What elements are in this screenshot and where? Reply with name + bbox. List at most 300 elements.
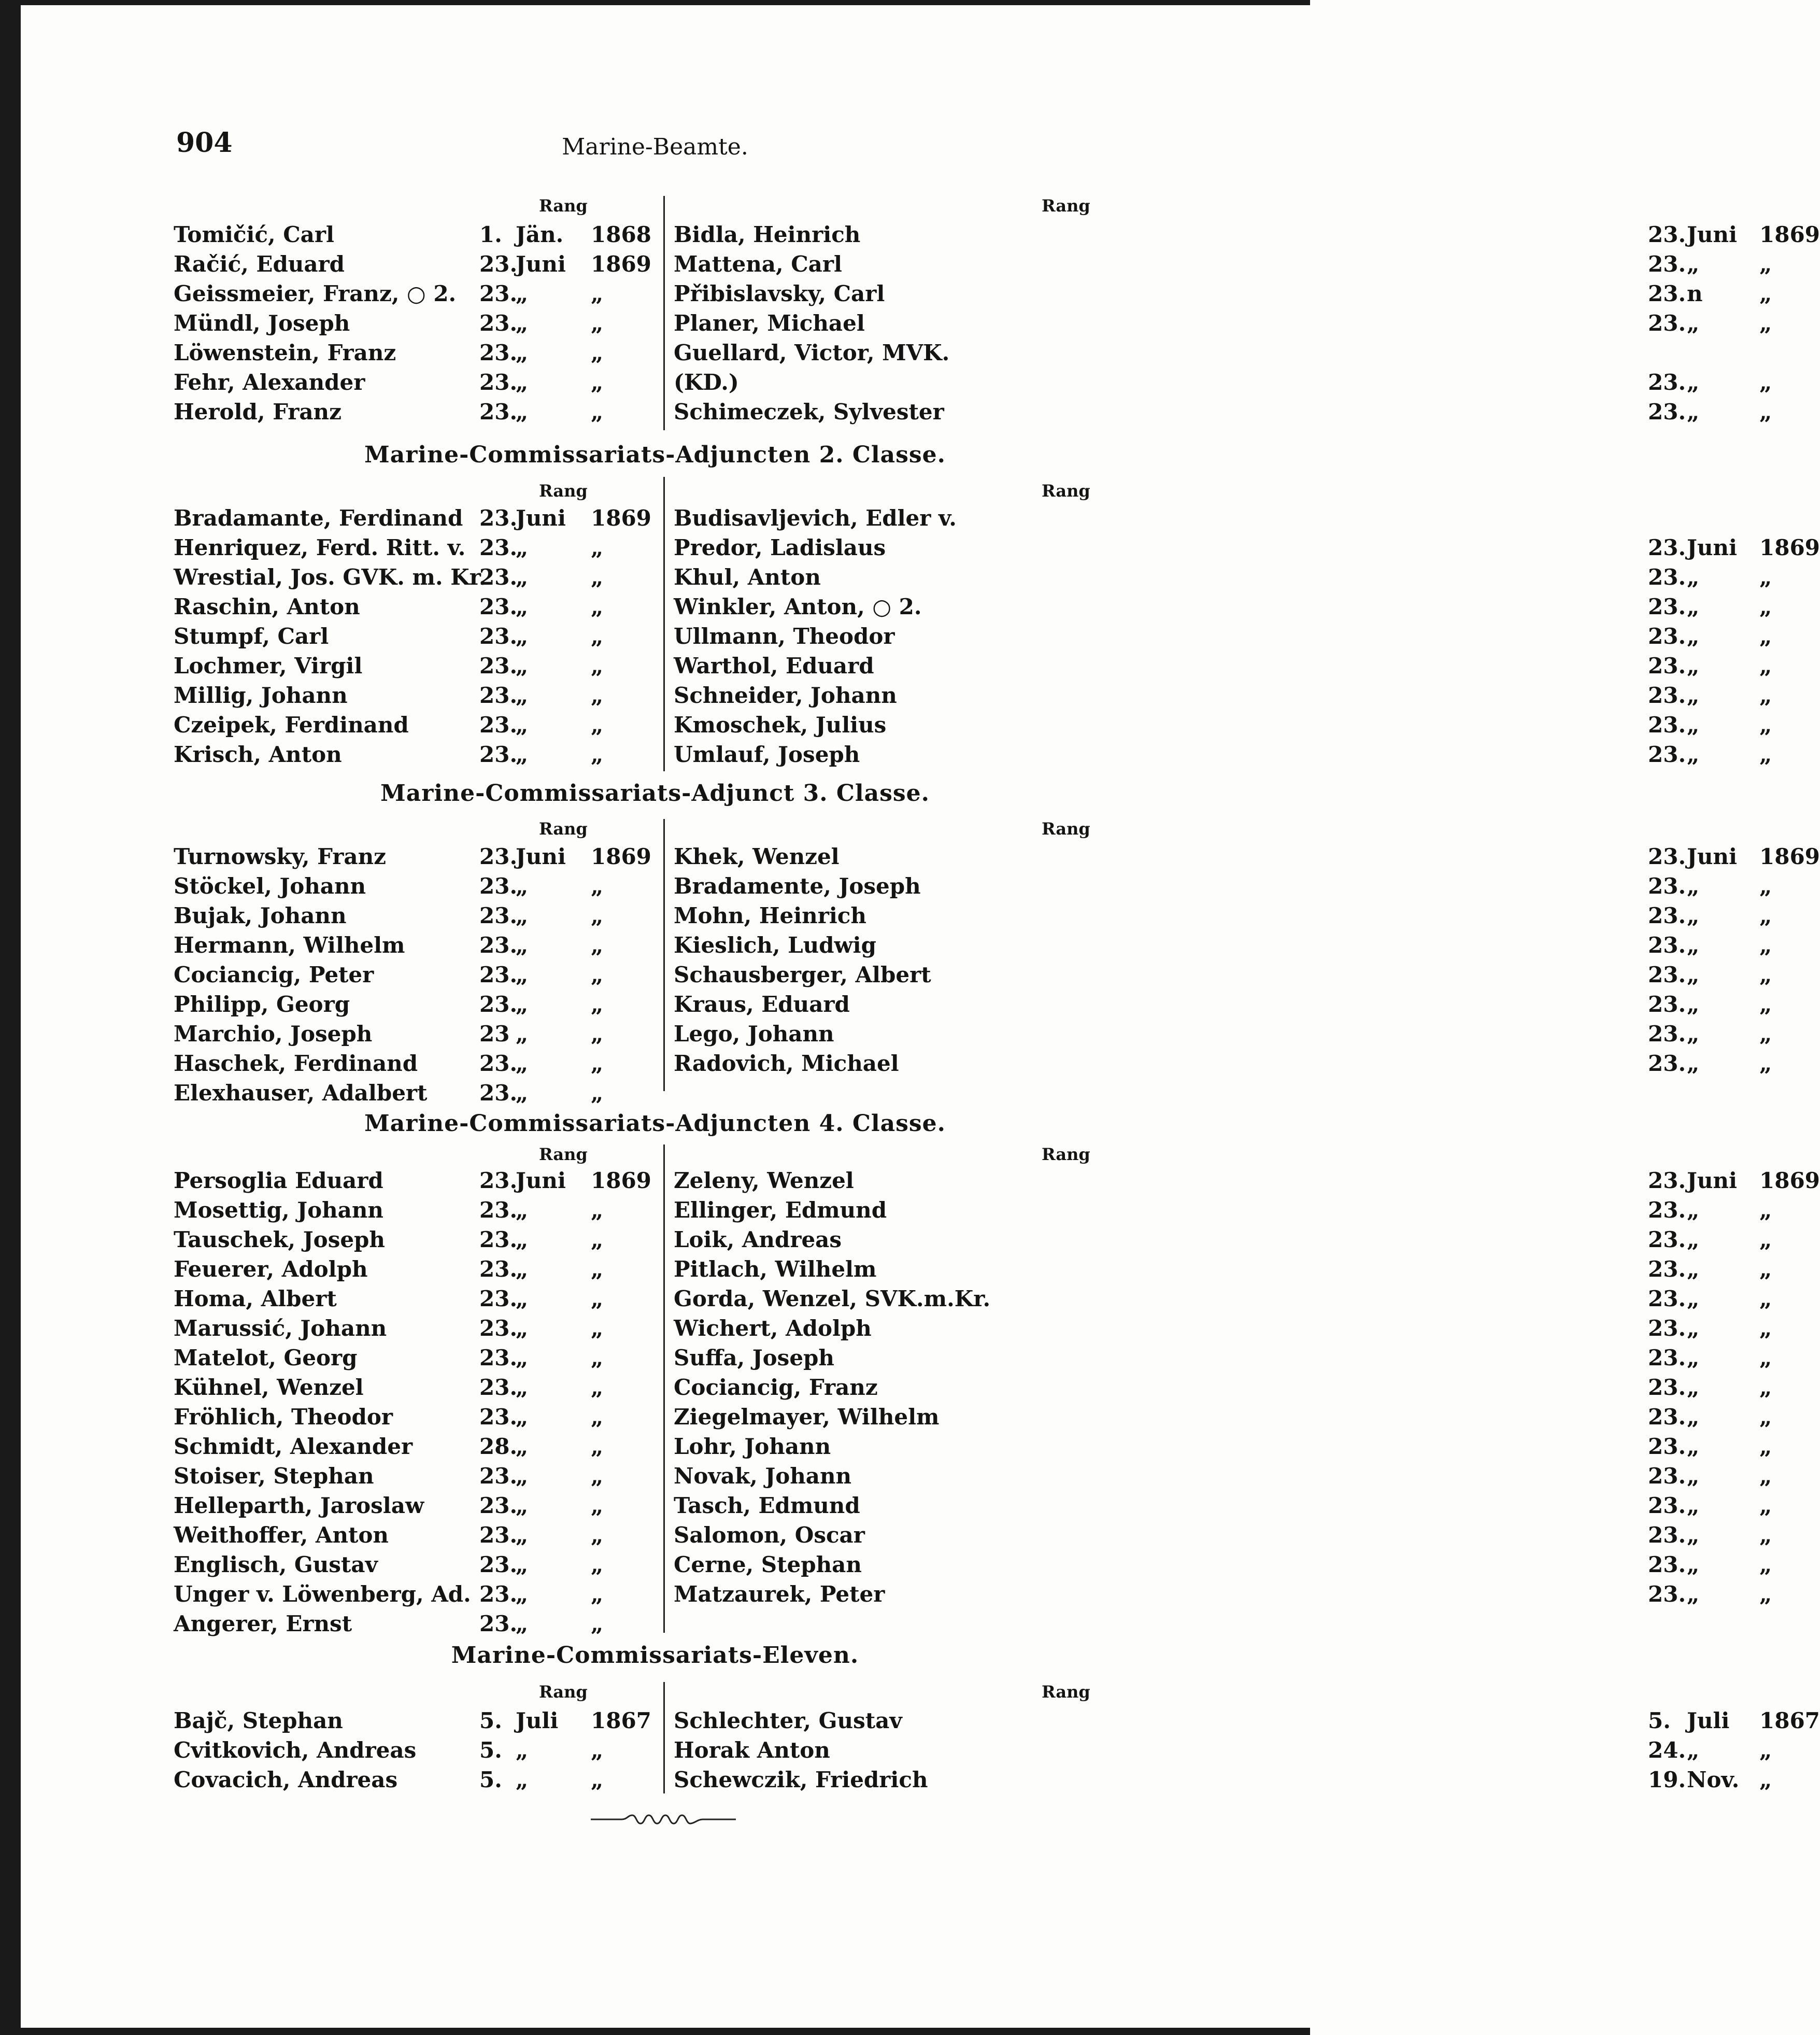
register-entry	[174, 962, 671, 991]
entry-rank-day: 23.	[479, 1051, 518, 1076]
register-entry	[674, 712, 1772, 741]
entry-name: Ziegelmayer, Wilhelm	[674, 1404, 940, 1430]
entry-name: Weithoffer, Anton	[174, 1522, 389, 1548]
register-entry	[674, 1404, 1772, 1433]
register-entry	[674, 624, 1772, 653]
register-entry	[674, 653, 1772, 682]
entry-rank-month: „	[1687, 1021, 1700, 1047]
register-entry	[674, 1227, 1772, 1256]
entry-name: Tauschek, Joseph	[174, 1227, 385, 1252]
entry-rank-year: 1868	[591, 222, 651, 247]
entry-name: Mündl, Joseph	[174, 310, 350, 336]
entry-rank-year: 1869	[591, 251, 651, 277]
entry-rank-year: „	[1759, 594, 1772, 619]
rang-header: Rang	[539, 819, 588, 839]
entry-rank-day: 23.	[479, 712, 518, 738]
entry-name: Cociancig, Franz	[674, 1375, 878, 1400]
entry-rank-year: „	[1759, 281, 1772, 306]
entry-rank-day: 19.	[1648, 1767, 1686, 1792]
entry-name: Ellinger, Edmund	[674, 1197, 887, 1223]
register-entry	[674, 399, 1772, 428]
entry-rank-year: „	[591, 594, 604, 619]
entry-rank-month: „	[516, 594, 529, 619]
entry-rank-year: „	[1759, 1227, 1772, 1252]
register-entry	[674, 1256, 1772, 1285]
running-head: Marine-Beamte.	[562, 134, 748, 160]
entry-rank-day: 23.	[479, 1375, 518, 1400]
rang-header: Rang	[539, 481, 588, 501]
register-entry	[674, 844, 1820, 873]
entry-rank-year: 1869	[591, 1168, 651, 1193]
entry-rank-month: „	[516, 1434, 529, 1459]
entry-rank-month: „	[1687, 1493, 1700, 1518]
entry-name: Geissmeier, Franz, ○ 2.	[174, 281, 457, 306]
register-entry	[174, 1080, 671, 1109]
register-entry	[174, 742, 671, 771]
register-entry	[174, 1286, 671, 1315]
entry-rank-year: „	[1759, 742, 1772, 767]
entry-name: Stöckel, Johann	[174, 873, 366, 899]
entry-rank-month: „	[516, 1404, 529, 1430]
entry-name: Wichert, Adolph	[674, 1316, 872, 1341]
entry-rank-day: 23.	[479, 1522, 518, 1548]
entry-rank-day: 23.	[479, 505, 518, 531]
entry-rank-month: „	[516, 962, 529, 987]
entry-name: Račić, Eduard	[174, 251, 345, 277]
entry-rank-day: 23.	[479, 281, 518, 306]
entry-rank-day: 23.	[1648, 1316, 1686, 1341]
entry-rank-month: „	[1687, 992, 1700, 1017]
entry-rank-day: 23.	[479, 1404, 518, 1430]
entry-rank-month: „	[516, 564, 529, 590]
register-entry	[674, 370, 1772, 399]
entry-rank-day: 24.	[1648, 1737, 1686, 1763]
entry-name: Gorda, Wenzel, SVK.m.Kr.	[674, 1286, 991, 1311]
entry-rank-month: „	[516, 1767, 529, 1792]
register-entry	[674, 903, 1772, 932]
entry-name: Umlauf, Joseph	[674, 742, 860, 767]
entry-name: Schewczik, Friedrich	[674, 1767, 928, 1792]
entry-rank-year: „	[1759, 1021, 1772, 1047]
entry-name: Bidla, Heinrich	[674, 222, 861, 247]
entry-rank-year: „	[1759, 1522, 1772, 1548]
entry-rank-month: Juni	[516, 505, 566, 531]
entry-name: Salomon, Oscar	[674, 1522, 865, 1548]
entry-rank-year: „	[1759, 624, 1772, 649]
entry-rank-month: „	[1687, 903, 1700, 928]
entry-rank-year: 1869	[591, 505, 651, 531]
register-entry	[674, 594, 1772, 623]
register-entry	[174, 1493, 671, 1522]
entry-rank-year: „	[591, 340, 604, 365]
entry-rank-month: „	[516, 653, 529, 679]
entry-name: Marchio, Joseph	[174, 1021, 373, 1047]
entry-rank-day: 23.	[1648, 712, 1686, 738]
register-entry	[674, 1737, 1772, 1767]
entry-rank-year: „	[591, 310, 604, 336]
entry-rank-year: „	[591, 1227, 604, 1252]
entry-rank-day: 23.	[479, 844, 518, 869]
entry-rank-month: „	[516, 1256, 529, 1282]
entry-rank-year: „	[1759, 1552, 1772, 1577]
register-entry	[174, 624, 671, 653]
rang-header: Rang	[1042, 819, 1090, 839]
entry-rank-day: 23.	[479, 1197, 518, 1223]
entry-rank-day: 23.	[1648, 1493, 1686, 1518]
entry-name: Schimeczek, Sylvester	[674, 399, 944, 425]
entry-rank-day: 23.	[479, 962, 518, 987]
entry-name: Kraus, Eduard	[674, 992, 850, 1017]
entry-rank-day: 23.	[1648, 1197, 1686, 1223]
register-entry	[674, 310, 1772, 340]
register-entry	[174, 903, 671, 932]
entry-rank-day: 23.	[479, 1581, 518, 1607]
entry-rank-month: „	[516, 992, 529, 1017]
entry-rank-month: „	[516, 1581, 529, 1607]
rang-header: Rang	[539, 1682, 588, 1702]
register-entry	[174, 535, 671, 564]
entry-rank-day: 23.	[479, 1611, 518, 1636]
entry-rank-year: „	[591, 1080, 604, 1106]
entry-rank-year: „	[1759, 712, 1772, 738]
entry-rank-day: 23.	[1648, 653, 1686, 679]
entry-rank-month: „	[516, 1286, 529, 1311]
entry-rank-day: 23.	[479, 1227, 518, 1252]
entry-rank-year: „	[591, 873, 604, 899]
entry-name: Hermann, Wilhelm	[174, 932, 405, 958]
entry-rank-day: 23.	[479, 1256, 518, 1282]
entry-rank-day: 23.	[479, 873, 518, 899]
entry-name: Henriquez, Ferd. Ritt. v.	[174, 535, 466, 560]
register-entry	[174, 932, 671, 962]
entry-rank-month: „	[1687, 683, 1700, 708]
entry-rank-year: 1867	[1759, 1708, 1820, 1733]
register-entry	[174, 370, 671, 399]
entry-rank-day: 23.	[1648, 1522, 1686, 1548]
entry-rank-month: „	[1687, 873, 1700, 899]
entry-rank-day: 23.	[479, 1168, 518, 1193]
register-entry	[174, 594, 671, 623]
register-entry	[174, 505, 671, 534]
entry-rank-month: „	[1687, 712, 1700, 738]
entry-rank-day: 23.	[479, 653, 518, 679]
entry-rank-year: „	[1759, 1256, 1772, 1282]
entry-rank-year: „	[591, 1256, 604, 1282]
entry-rank-year: „	[1759, 1463, 1772, 1489]
entry-rank-year: 1869	[1759, 1168, 1820, 1193]
entry-name: Tasch, Edmund	[674, 1493, 860, 1518]
entry-rank-day: 23.	[1648, 222, 1686, 247]
entry-rank-year: „	[591, 992, 604, 1017]
entry-rank-year: „	[1759, 873, 1772, 899]
entry-rank-month: „	[516, 310, 529, 336]
entry-rank-year: „	[591, 1051, 604, 1076]
register-entry	[674, 1463, 1772, 1492]
entry-rank-year: „	[591, 1404, 604, 1430]
register-entry	[674, 1581, 1772, 1610]
section-title: Marine-Commissariats-Adjunct 3. Classe.	[380, 780, 930, 807]
entry-rank-day: 23.	[1648, 1581, 1686, 1607]
entry-name: Fröhlich, Theodor	[174, 1404, 393, 1430]
entry-rank-day: 23.	[479, 251, 518, 277]
entry-rank-month: „	[1687, 1463, 1700, 1489]
entry-rank-day: 23.	[479, 1286, 518, 1311]
register-entry	[174, 1737, 671, 1767]
entry-rank-day: 23.	[479, 903, 518, 928]
entry-rank-month: Juni	[516, 251, 566, 277]
entry-name: Khul, Anton	[674, 564, 821, 590]
entry-rank-month: „	[516, 1051, 529, 1076]
register-entry	[174, 1522, 671, 1551]
entry-rank-day: 23.	[1648, 1463, 1686, 1489]
entry-name: Fehr, Alexander	[174, 370, 365, 395]
entry-rank-month: „	[516, 1375, 529, 1400]
entry-rank-month: „	[516, 932, 529, 958]
entry-rank-day: 28.	[479, 1434, 518, 1459]
register-entry	[674, 1197, 1772, 1226]
entry-rank-month: „	[516, 281, 529, 306]
entry-rank-month: „	[1687, 1434, 1700, 1459]
entry-rank-month: „	[516, 1463, 529, 1489]
register-entry	[674, 932, 1772, 962]
entry-rank-year: „	[1759, 399, 1772, 425]
entry-rank-day: 23.	[1648, 1434, 1686, 1459]
section-title: Marine-Commissariats-Adjuncten 2. Classe.	[364, 442, 946, 468]
rang-header: Rang	[539, 1144, 588, 1164]
register-entry	[174, 1434, 671, 1463]
scan-border-left	[0, 0, 21, 2035]
entry-rank-month: „	[1687, 1197, 1700, 1223]
register-entry	[674, 1434, 1772, 1463]
entry-rank-day: 23.	[1648, 1375, 1686, 1400]
entry-name: Stumpf, Carl	[174, 624, 329, 649]
entry-name: Löwenstein, Franz	[174, 340, 396, 365]
register-entry	[674, 1051, 1772, 1080]
entry-rank-month: „	[516, 1552, 529, 1577]
entry-rank-year: „	[1759, 903, 1772, 928]
entry-rank-month: „	[516, 712, 529, 738]
entry-rank-day: 23	[479, 1021, 510, 1047]
entry-rank-year: „	[1759, 1051, 1772, 1076]
entry-rank-month: „	[1687, 962, 1700, 987]
entry-rank-month: Juni	[516, 844, 566, 869]
entry-rank-day: 23.	[479, 310, 518, 336]
register-entry	[174, 844, 671, 873]
register-entry	[174, 1708, 671, 1737]
entry-rank-year: „	[1759, 1434, 1772, 1459]
entry-name: Winkler, Anton, ○ 2.	[674, 594, 922, 619]
entry-rank-day: 23.	[1648, 370, 1686, 395]
entry-rank-day: 23.	[479, 742, 518, 767]
entry-rank-month: „	[1687, 564, 1700, 590]
rang-header: Rang	[1042, 196, 1090, 216]
register-entry	[174, 1051, 671, 1080]
entry-rank-year: „	[591, 1552, 604, 1577]
entry-rank-year: „	[591, 683, 604, 708]
entry-rank-month: „	[516, 370, 529, 395]
rang-header: Rang	[1042, 1144, 1090, 1164]
entry-rank-day: 23.	[1648, 1552, 1686, 1577]
entry-rank-year: „	[591, 1345, 604, 1370]
entry-rank-year: „	[591, 1021, 604, 1047]
register-entry	[674, 873, 1772, 902]
register-entry	[174, 1345, 671, 1374]
register-entry	[674, 340, 1296, 369]
entry-rank-year: „	[1759, 653, 1772, 679]
register-entry	[674, 1286, 1772, 1315]
entry-name: Mosettig, Johann	[174, 1197, 383, 1223]
entry-rank-day: 23.	[1648, 624, 1686, 649]
rang-header: Rang	[1042, 481, 1090, 501]
entry-name: Covacich, Andreas	[174, 1767, 398, 1792]
entry-name: Haschek, Ferdinand	[174, 1051, 418, 1076]
entry-name: Loik, Andreas	[674, 1227, 842, 1252]
rang-header: Rang	[1042, 1682, 1090, 1702]
entry-rank-month: „	[516, 742, 529, 767]
entry-rank-day: 23.	[1648, 310, 1686, 336]
entry-rank-year: „	[591, 1375, 604, 1400]
register-entry	[174, 1552, 671, 1581]
register-entry	[174, 281, 671, 310]
entry-rank-month: „	[516, 1493, 529, 1518]
entry-rank-year: „	[1759, 1493, 1772, 1518]
register-entry	[174, 683, 671, 712]
entry-rank-month: „	[1687, 1256, 1700, 1282]
register-entry	[674, 222, 1820, 251]
entry-rank-day: 23.	[1648, 962, 1686, 987]
entry-rank-year: „	[591, 932, 604, 958]
entry-name: Schmidt, Alexander	[174, 1434, 413, 1459]
register-entry	[174, 992, 671, 1021]
register-entry	[674, 505, 1296, 534]
entry-rank-year: „	[1759, 1345, 1772, 1370]
entry-name: Warthol, Eduard	[674, 653, 874, 679]
entry-rank-month: „	[516, 1021, 529, 1047]
entry-rank-year: 1869	[591, 844, 651, 869]
entry-rank-month: „	[1687, 594, 1700, 619]
entry-name: Zeleny, Wenzel	[674, 1168, 854, 1193]
entry-name: Czeipek, Ferdinand	[174, 712, 409, 738]
register-entry	[674, 1522, 1772, 1551]
entry-name: Bajč, Stephan	[174, 1708, 343, 1733]
entry-name: Cociancig, Peter	[174, 962, 374, 987]
entry-name: Predor, Ladislaus	[674, 535, 886, 560]
entry-rank-day: 23.	[479, 932, 518, 958]
register-entry	[674, 1375, 1772, 1404]
entry-rank-month: „	[516, 624, 529, 649]
register-entry	[674, 1552, 1772, 1581]
register-entry	[174, 1581, 671, 1610]
entry-name: Tomičić, Carl	[174, 222, 334, 247]
entry-rank-month: Juli	[1687, 1708, 1730, 1733]
entry-rank-month: „	[516, 683, 529, 708]
entry-name: Planer, Michael	[674, 310, 865, 336]
entry-rank-day: 23.	[479, 1080, 518, 1106]
entry-rank-month: „	[1687, 370, 1700, 395]
entry-rank-day: 23.	[479, 564, 518, 590]
entry-name: Matzaurek, Peter	[674, 1581, 885, 1607]
entry-rank-month: „	[1687, 1404, 1700, 1430]
entry-rank-year: „	[591, 399, 604, 425]
entry-rank-month: „	[516, 1345, 529, 1370]
entry-name: Kmoschek, Julius	[674, 712, 887, 738]
entry-rank-year: „	[591, 962, 604, 987]
entry-rank-year: „	[591, 1522, 604, 1548]
entry-rank-month: „	[516, 1197, 529, 1223]
entry-rank-month: „	[1687, 1552, 1700, 1577]
register-entry	[174, 564, 671, 593]
entry-rank-month: „	[1687, 932, 1700, 958]
register-entry	[174, 1168, 671, 1197]
entry-rank-day: 23.	[1648, 1227, 1686, 1252]
entry-rank-year: 1867	[591, 1708, 651, 1733]
entry-rank-month: „	[1687, 1522, 1700, 1548]
register-entry	[174, 1021, 671, 1050]
entry-rank-day: 23.	[1648, 903, 1686, 928]
entry-rank-year: 1869	[1759, 844, 1820, 869]
entry-name: Budisavljevich, Edler v.	[674, 505, 957, 531]
entry-rank-month: Nov.	[1687, 1767, 1740, 1792]
entry-rank-year: „	[1759, 251, 1772, 277]
entry-name: Cvitkovich, Andreas	[174, 1737, 417, 1763]
entry-rank-day: 5.	[1648, 1708, 1671, 1733]
entry-rank-year: „	[591, 1197, 604, 1223]
entry-rank-day: 23.	[479, 1316, 518, 1341]
entry-rank-day: 5.	[479, 1767, 502, 1792]
entry-rank-year: „	[1759, 683, 1772, 708]
register-entry	[674, 992, 1772, 1021]
entry-rank-year: „	[591, 903, 604, 928]
scan-border-top	[21, 0, 1310, 5]
entry-name: Angerer, Ernst	[174, 1611, 352, 1636]
entry-name: (KD.)	[674, 370, 739, 395]
entry-name: Guellard, Victor, MVK.	[674, 340, 950, 365]
entry-rank-month: Juni	[1687, 844, 1737, 869]
register-entry	[674, 1345, 1772, 1374]
register-entry	[174, 399, 671, 428]
entry-name: Millig, Johann	[174, 683, 348, 708]
entry-rank-day: 23.	[479, 340, 518, 365]
entry-rank-month: „	[1687, 653, 1700, 679]
entry-rank-day: 23.	[1648, 535, 1686, 560]
entry-rank-day: 23.	[479, 992, 518, 1017]
entry-rank-month: „	[516, 1611, 529, 1636]
entry-name: Lego, Johann	[674, 1021, 834, 1047]
entry-rank-month: „	[516, 340, 529, 365]
entry-rank-month: „	[1687, 310, 1700, 336]
entry-rank-year: „	[1759, 1375, 1772, 1400]
entry-rank-year: „	[591, 1767, 604, 1792]
entry-name: Mattena, Carl	[674, 251, 842, 277]
entry-name: Unger v. Löwenberg, Ad.	[174, 1581, 471, 1607]
register-entry	[674, 251, 1772, 280]
entry-rank-day: 23.	[1648, 1286, 1686, 1311]
entry-name: Lochmer, Virgil	[174, 653, 363, 679]
entry-rank-day: 23.	[1648, 932, 1686, 958]
entry-rank-day: 23.	[479, 1552, 518, 1577]
scan-border-bottom	[21, 2028, 1310, 2035]
register-entry	[174, 1767, 671, 1796]
entry-name: Krisch, Anton	[174, 742, 342, 767]
entry-rank-month: „	[1687, 624, 1700, 649]
entry-name: Philipp, Georg	[174, 992, 350, 1017]
entry-rank-day: 23.	[1648, 873, 1686, 899]
entry-rank-day: 23.	[479, 1493, 518, 1518]
entry-name: Schneider, Johann	[674, 683, 897, 708]
entry-name: Persoglia Eduard	[174, 1168, 383, 1193]
entry-rank-day: 23.	[479, 1345, 518, 1370]
entry-rank-month: „	[1687, 1581, 1700, 1607]
